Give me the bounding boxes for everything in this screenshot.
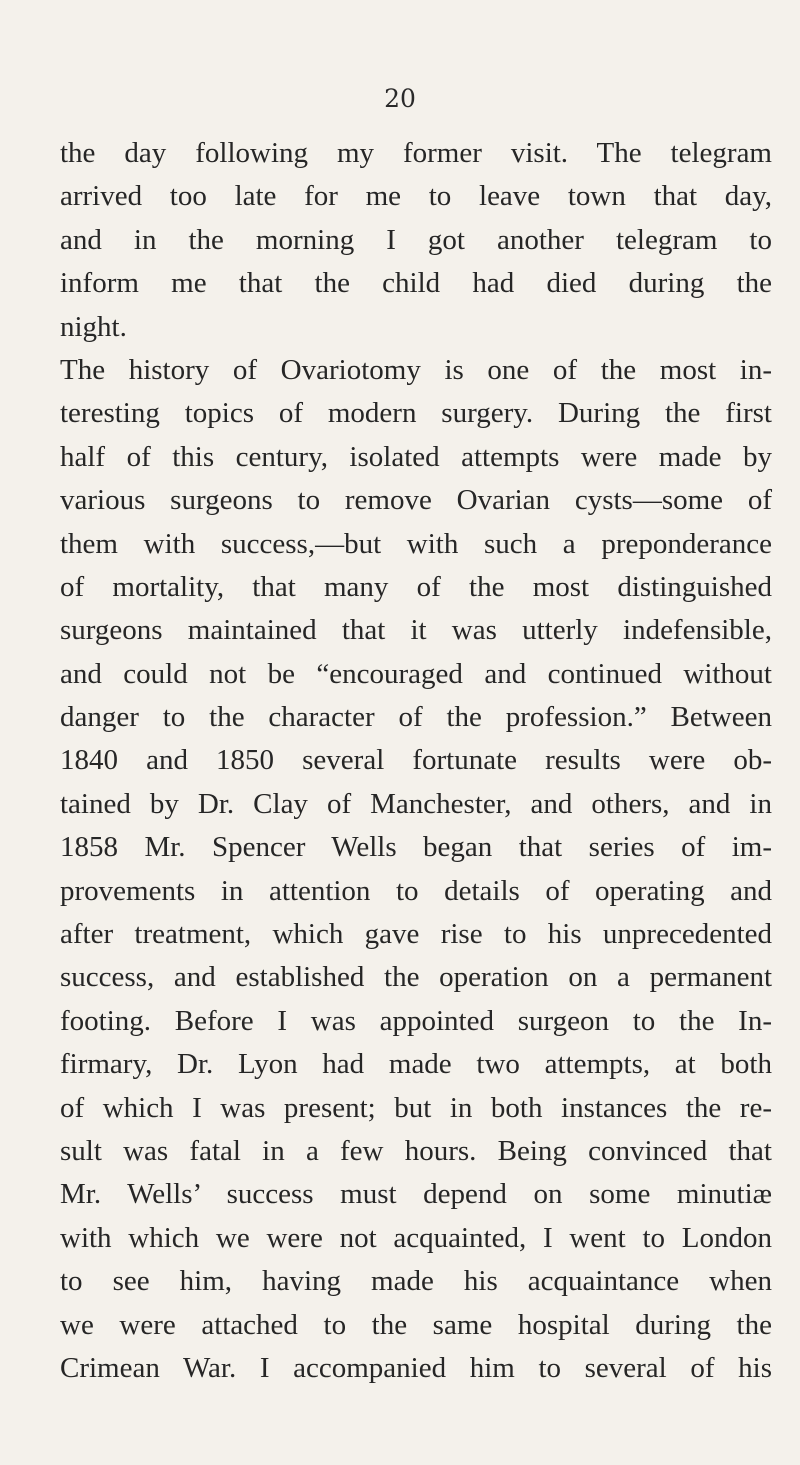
text-line: provements in attention to details of operating and (60, 874, 772, 907)
page-number: 20 (384, 84, 416, 113)
text-line: 1840 and 1850 several fortunate results were ob- (60, 744, 772, 777)
text-line: danger to the character of the profession.” Between (60, 701, 772, 734)
text-line: the day following my former visit. The telegram (60, 137, 772, 169)
text-line: them with success,—but with such a preponderance (60, 527, 772, 560)
text-line: night. (60, 310, 127, 343)
text-line: of mortality, that many of the most distinguished (60, 570, 772, 603)
text-line: success, and established the operation on a permanent (60, 961, 772, 994)
text-line: and in the morning I got another telegram to (60, 223, 772, 256)
text-line: surgeons maintained that it was utterly indefensible, (60, 614, 772, 647)
text-line: of which I was present; but in both instances the re- (60, 1091, 772, 1124)
text-line: Crimean War. I accompanied him to several of his (60, 1351, 772, 1384)
text-line: 1858 Mr. Spencer Wells began that series of im- (60, 831, 772, 864)
text-line: firmary, Dr. Lyon had made two attempts, at both (60, 1048, 772, 1081)
text-line: various surgeons to remove Ovarian cysts—some of (60, 484, 772, 517)
text-line: inform me that the child had died during the (60, 267, 772, 300)
text-line: The history of Ovariotomy is one of the most in- (60, 353, 772, 386)
body-text (60, 132, 772, 1390)
text-line: teresting topics of modern surgery. During the first (60, 397, 772, 430)
text-line: tained by Dr. Clay of Manchester, and others, and in (60, 787, 772, 820)
text-line: Mr. Wells’ success must depend on some minutiæ (60, 1178, 772, 1211)
text-line: footing. Before I was appointed surgeon to the In- (60, 1004, 772, 1037)
text-line: arrived too late for me to leave town that day, (60, 180, 772, 213)
text-line: to see him, having made his acquaintance when (60, 1265, 772, 1298)
text-line: we were attached to the same hospital during the (60, 1308, 772, 1341)
text-line: half of this century, isolated attempts were made by (60, 440, 772, 473)
text-line: and could not be “encouraged and continued without (60, 657, 772, 690)
text-line: after treatment, which gave rise to his unprecedented (60, 918, 772, 951)
text-line: sult was fatal in a few hours. Being convinced that (60, 1134, 772, 1167)
text-line: with which we were not acquainted, I went to London (60, 1221, 772, 1254)
